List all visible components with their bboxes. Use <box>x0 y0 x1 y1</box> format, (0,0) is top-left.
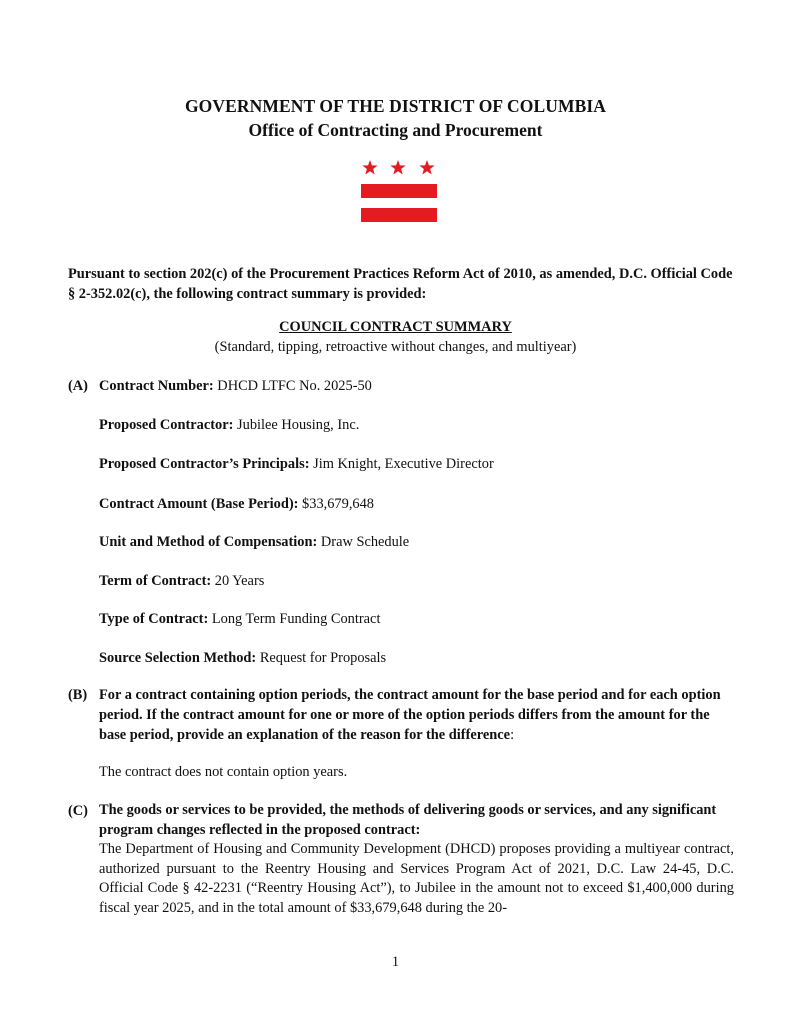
field-label: Type of Contract: <box>99 611 209 627</box>
field-value: Jubilee Housing, Inc. <box>233 417 360 433</box>
summary-subtitle: (Standard, tipping, retroactive without changes, and multiyear) <box>214 339 577 355</box>
field-value: Long Term Funding Contract <box>208 611 381 627</box>
field-label: Contract Number: <box>99 378 214 394</box>
field-value: 20 Years <box>211 573 265 589</box>
section-c-marker: (C) <box>68 803 88 819</box>
section-c-body: The Department of Housing and Community Development (DHCD) proposes providing a multiyear contract, authorized pursuant to the Reentry Housing and Services Program Act of 2021, D.C. Law 24-45, D.C. Official Code § 42-2231 (“Reentry Housing Act”), to Jubilee in the amount not to exceed $1,400,000 during fiscal year 2025, and in the total amount of $33,679,648 during the 20- <box>99 841 734 916</box>
field-value: Draw Schedule <box>317 534 410 550</box>
field-contract-number <box>99 376 372 396</box>
dc-flag-logo <box>361 160 437 224</box>
field-label: Proposed Contractor: <box>99 417 234 433</box>
flag-star-3 <box>419 160 434 174</box>
field-type-of-contract <box>99 609 380 629</box>
section-b-text: For a contract containing option periods, the contract amount for the base period and for each option period. If the contract amount for one or more of the option periods differs from the amount for the base period, provide an explanation of the reason for the difference <box>99 687 721 743</box>
field-value: Request for Proposals <box>256 650 387 666</box>
field-compensation-method <box>99 532 409 552</box>
summary-title: COUNCIL CONTRACT SUMMARY <box>279 319 512 335</box>
flag-star-1 <box>362 160 377 174</box>
field-label: Contract Amount (Base Period): <box>99 496 299 512</box>
section-a-marker: (A) <box>68 378 88 394</box>
field-label: Term of Contract: <box>99 573 212 589</box>
field-value: $33,679,648 <box>298 496 375 512</box>
office-heading: Office of Contracting and Procurement <box>248 120 543 140</box>
field-term-of-contract <box>99 571 264 591</box>
field-source-selection <box>99 648 386 668</box>
government-heading: GOVERNMENT OF THE DISTRICT OF COLUMBIA <box>184 96 607 116</box>
field-label: Proposed Contractor’s Principals: <box>99 456 310 472</box>
field-value: Jim Knight, Executive Director <box>309 456 494 472</box>
section-c-heading: The goods or services to be provided, the methods of delivering goods or services, and any significant program changes reflected in the proposed contract: <box>99 802 717 838</box>
flag-bar-top <box>361 184 437 198</box>
field-proposed-contractor <box>99 415 359 435</box>
section-b-question <box>99 685 729 745</box>
field-value: DHCD LTFC No. 2025-50 <box>213 378 372 394</box>
section-b-colon: : <box>510 727 515 743</box>
flag-star-2 <box>390 160 405 174</box>
field-label: Source Selection Method: <box>99 650 257 666</box>
field-label: Unit and Method of Compensation: <box>99 534 318 550</box>
page-number: 1 <box>391 954 400 970</box>
section-b-answer: The contract does not contain option years. <box>99 764 348 780</box>
field-contractor-principals <box>99 454 494 474</box>
flag-bar-bottom <box>361 208 437 222</box>
intro-statement: Pursuant to section 202(c) of the Procurement Practices Reform Act of 2010, as amended, D.C. Official Code § 2-352.02(c), the following contract summary is provided: <box>68 266 733 302</box>
section-b-marker: (B) <box>68 687 88 703</box>
field-contract-amount <box>99 494 374 514</box>
